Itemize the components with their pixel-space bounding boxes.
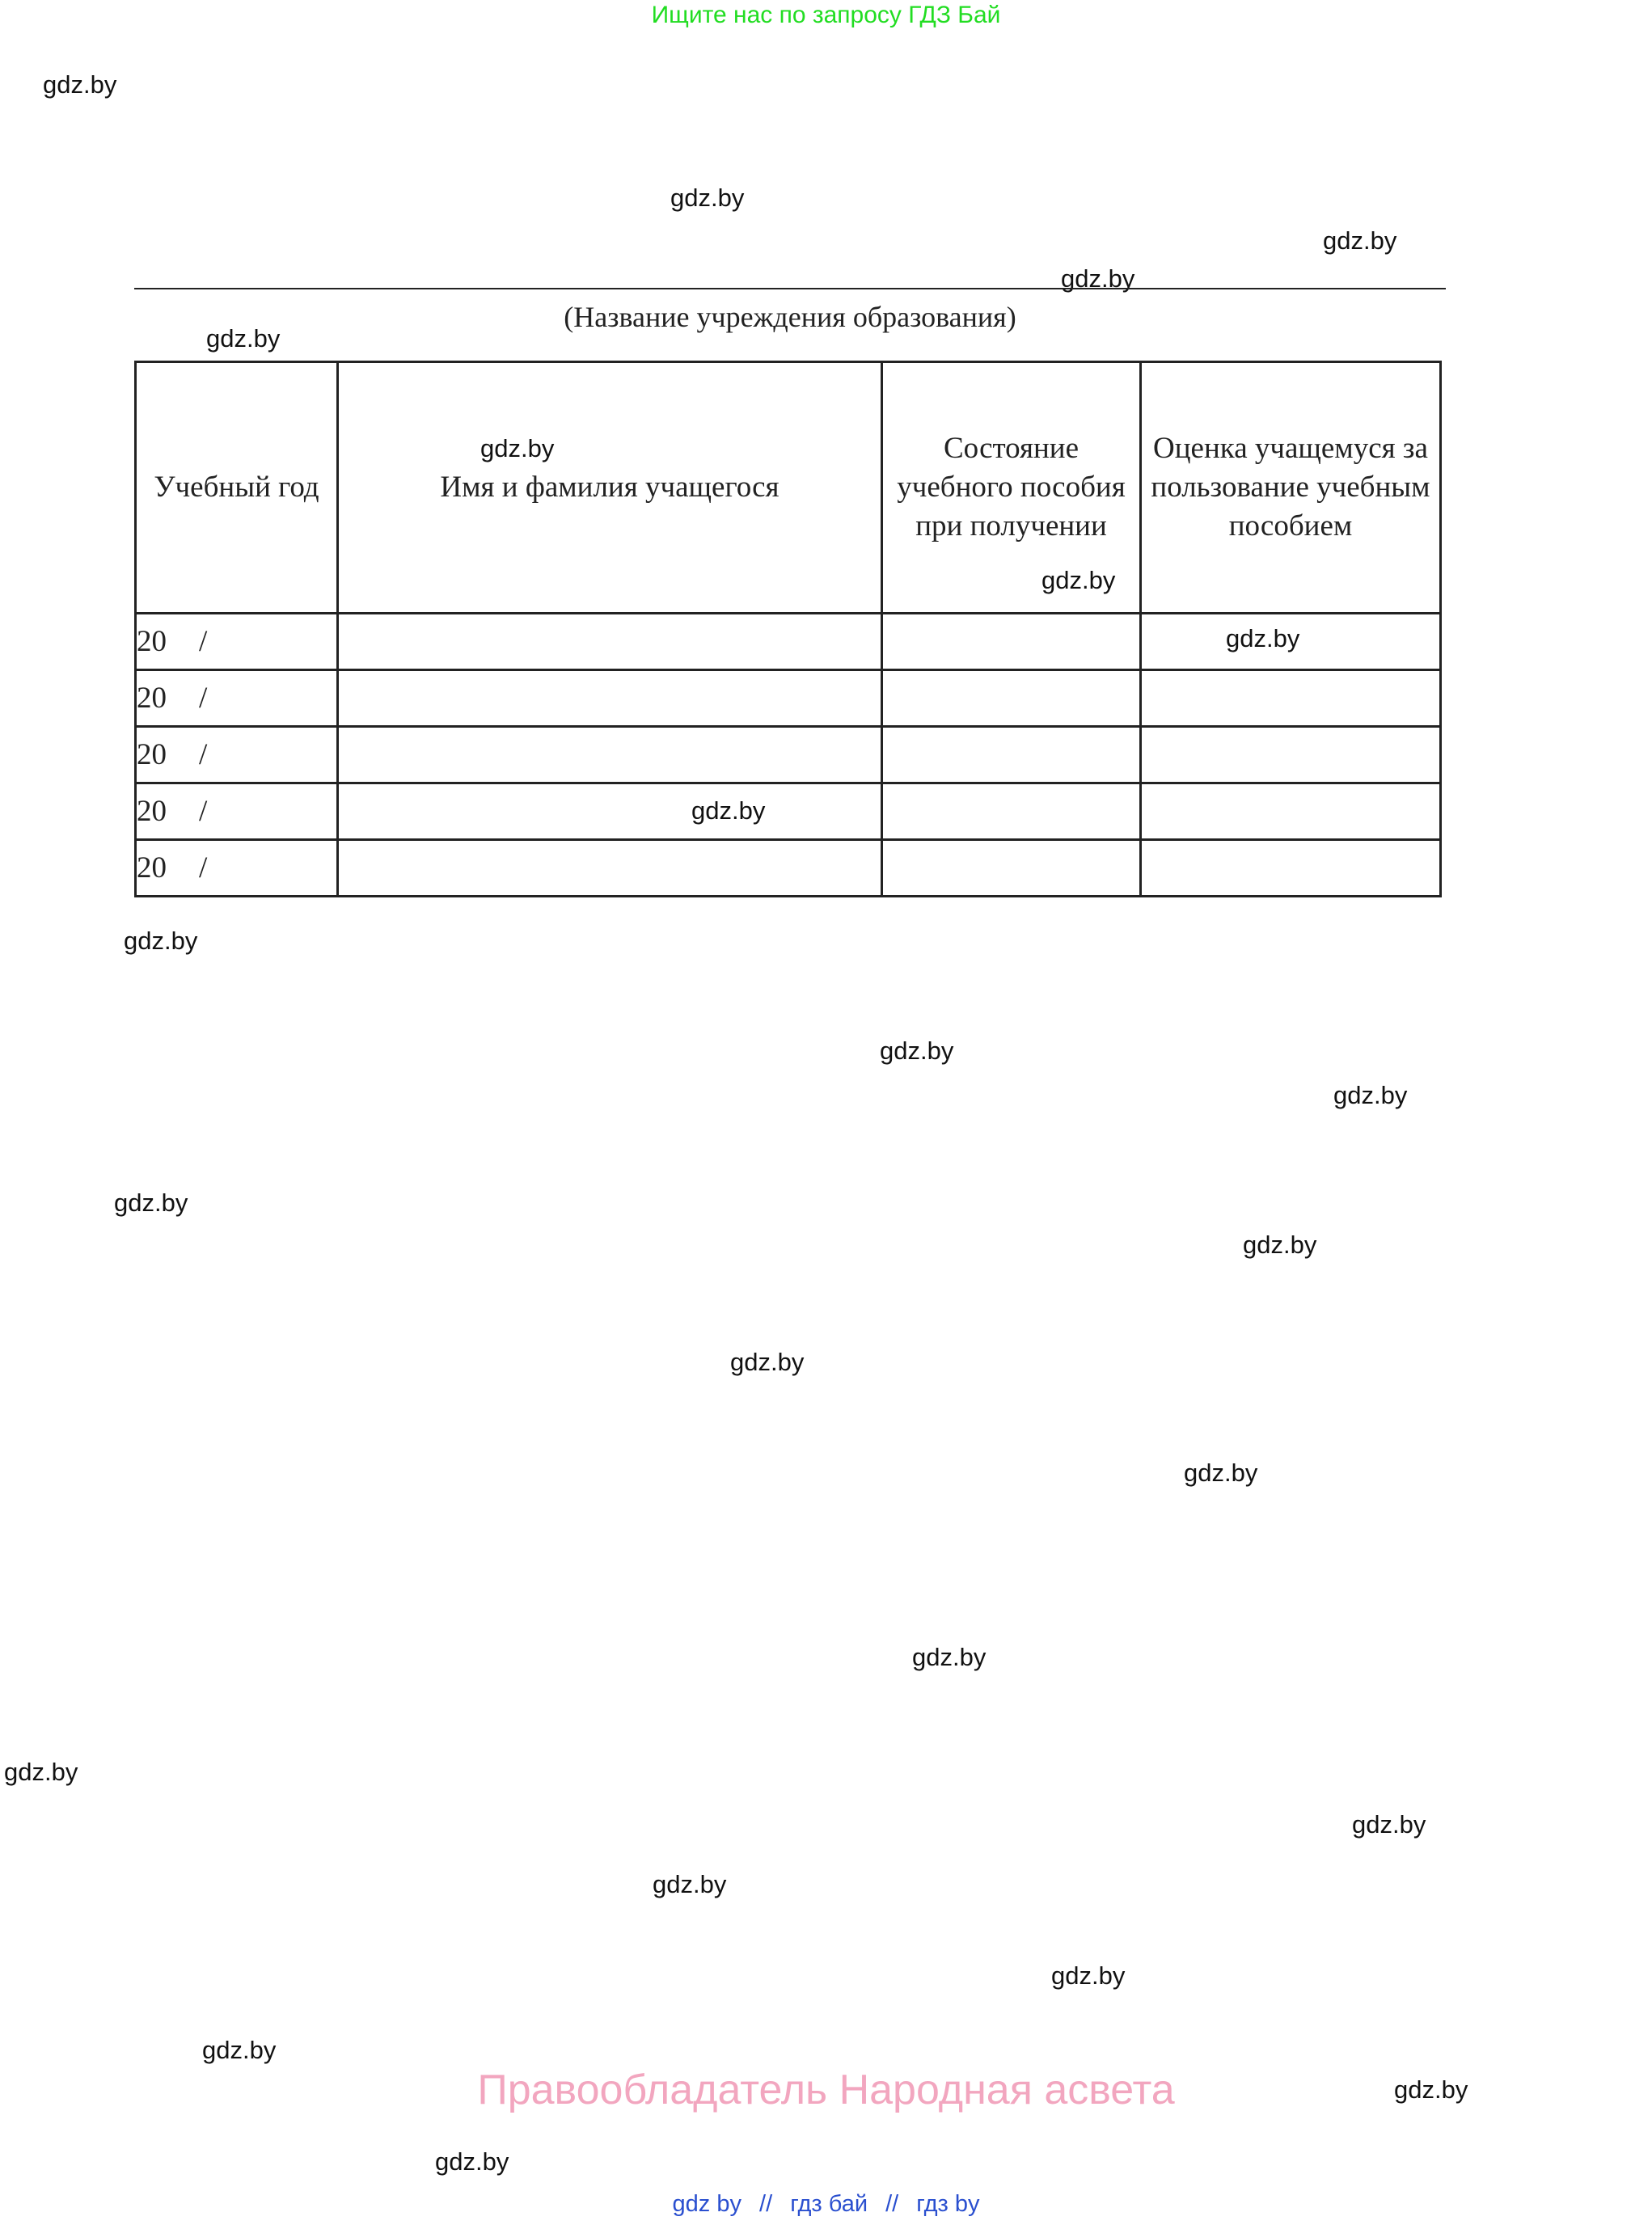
year-cell[interactable] (136, 840, 338, 897)
watermark: gdz.by (1041, 566, 1116, 594)
footer-link[interactable]: гдз бай (790, 2191, 868, 2217)
watermark: gdz.by (691, 796, 766, 825)
watermark: gdz.by (1352, 1810, 1426, 1839)
watermark: gdz.by (202, 2036, 277, 2064)
year-prefix: 20 (137, 851, 167, 885)
grade-cell[interactable] (1141, 783, 1441, 840)
year-prefix: 20 (137, 625, 167, 658)
year-slash: / (199, 795, 208, 828)
watermark: gdz.by (912, 1643, 987, 1671)
watermark: gdz.by (114, 1188, 188, 1217)
watermark: gdz.by (1243, 1231, 1317, 1259)
watermark: gdz.by (730, 1348, 805, 1376)
watermark: gdz.by (1226, 624, 1300, 652)
watermark: gdz.by (43, 70, 117, 99)
watermark: gdz.by (4, 1758, 78, 1786)
footer-link[interactable]: гдз by (916, 2191, 980, 2217)
student-name-cell[interactable] (338, 727, 882, 783)
condition-cell[interactable] (882, 670, 1141, 727)
year-slash: / (199, 738, 208, 771)
watermark: gdz.by (653, 1870, 727, 1898)
table-row (136, 727, 1441, 783)
footer-links (0, 2191, 1652, 2218)
year-prefix: 20 (137, 795, 167, 828)
header-grade-for-use: Оценка учащемуся за пользование учебным пособием (1141, 362, 1441, 614)
table-header-row (136, 362, 1441, 614)
watermark: gdz.by (480, 434, 555, 462)
year-cell[interactable] (136, 614, 338, 670)
footer-link[interactable]: gdz by (672, 2191, 741, 2217)
grade-cell[interactable] (1141, 670, 1441, 727)
footer-separator: // (885, 2191, 899, 2217)
watermark: gdz.by (1333, 1081, 1408, 1109)
year-cell[interactable] (136, 783, 338, 840)
table-row (136, 840, 1441, 897)
student-name-cell[interactable] (338, 783, 882, 840)
footer-separator: // (759, 2191, 773, 2217)
condition-cell[interactable] (882, 840, 1141, 897)
institution-name-line[interactable] (134, 288, 1446, 289)
institution-caption: (Название учреждения образования) (564, 301, 1016, 333)
watermark: gdz.by (880, 1037, 954, 1065)
grade-cell[interactable] (1141, 840, 1441, 897)
table-row (136, 670, 1441, 727)
watermark: gdz.by (670, 184, 745, 212)
grade-cell[interactable] (1141, 727, 1441, 783)
student-name-cell[interactable] (338, 670, 882, 727)
watermark: gdz.by (206, 324, 281, 353)
condition-cell[interactable] (882, 614, 1141, 670)
student-name-cell[interactable] (338, 614, 882, 670)
watermark: gdz.by (1184, 1459, 1258, 1487)
watermark: gdz.by (1051, 1961, 1126, 1990)
textbook-record-table (134, 361, 1442, 897)
table-row (136, 614, 1441, 670)
year-cell[interactable] (136, 670, 338, 727)
header-condition-on-receipt: Состояние учебного пособия при получении (882, 362, 1141, 614)
year-slash: / (199, 682, 208, 715)
table-row (136, 783, 1441, 840)
watermark: gdz.by (435, 2147, 509, 2176)
year-cell[interactable] (136, 727, 338, 783)
watermark: gdz.by (1061, 264, 1135, 293)
copyright-notice: Правообладатель Народная асвета (477, 2067, 1175, 2113)
year-slash: / (199, 851, 208, 885)
watermark: gdz.by (124, 927, 198, 955)
header-student-name: Имя и фамилия учащегося (338, 362, 882, 614)
grade-cell[interactable] (1141, 614, 1441, 670)
student-name-cell[interactable] (338, 840, 882, 897)
condition-cell[interactable] (882, 783, 1141, 840)
top-banner[interactable]: Ищите нас по запросу ГДЗ Бай (651, 2, 1001, 28)
year-prefix: 20 (137, 738, 167, 771)
watermark: gdz.by (1394, 2075, 1468, 2104)
header-school-year: Учебный год (136, 362, 338, 614)
watermark: gdz.by (1323, 226, 1397, 255)
condition-cell[interactable] (882, 727, 1141, 783)
year-prefix: 20 (137, 682, 167, 715)
year-slash: / (199, 625, 208, 658)
